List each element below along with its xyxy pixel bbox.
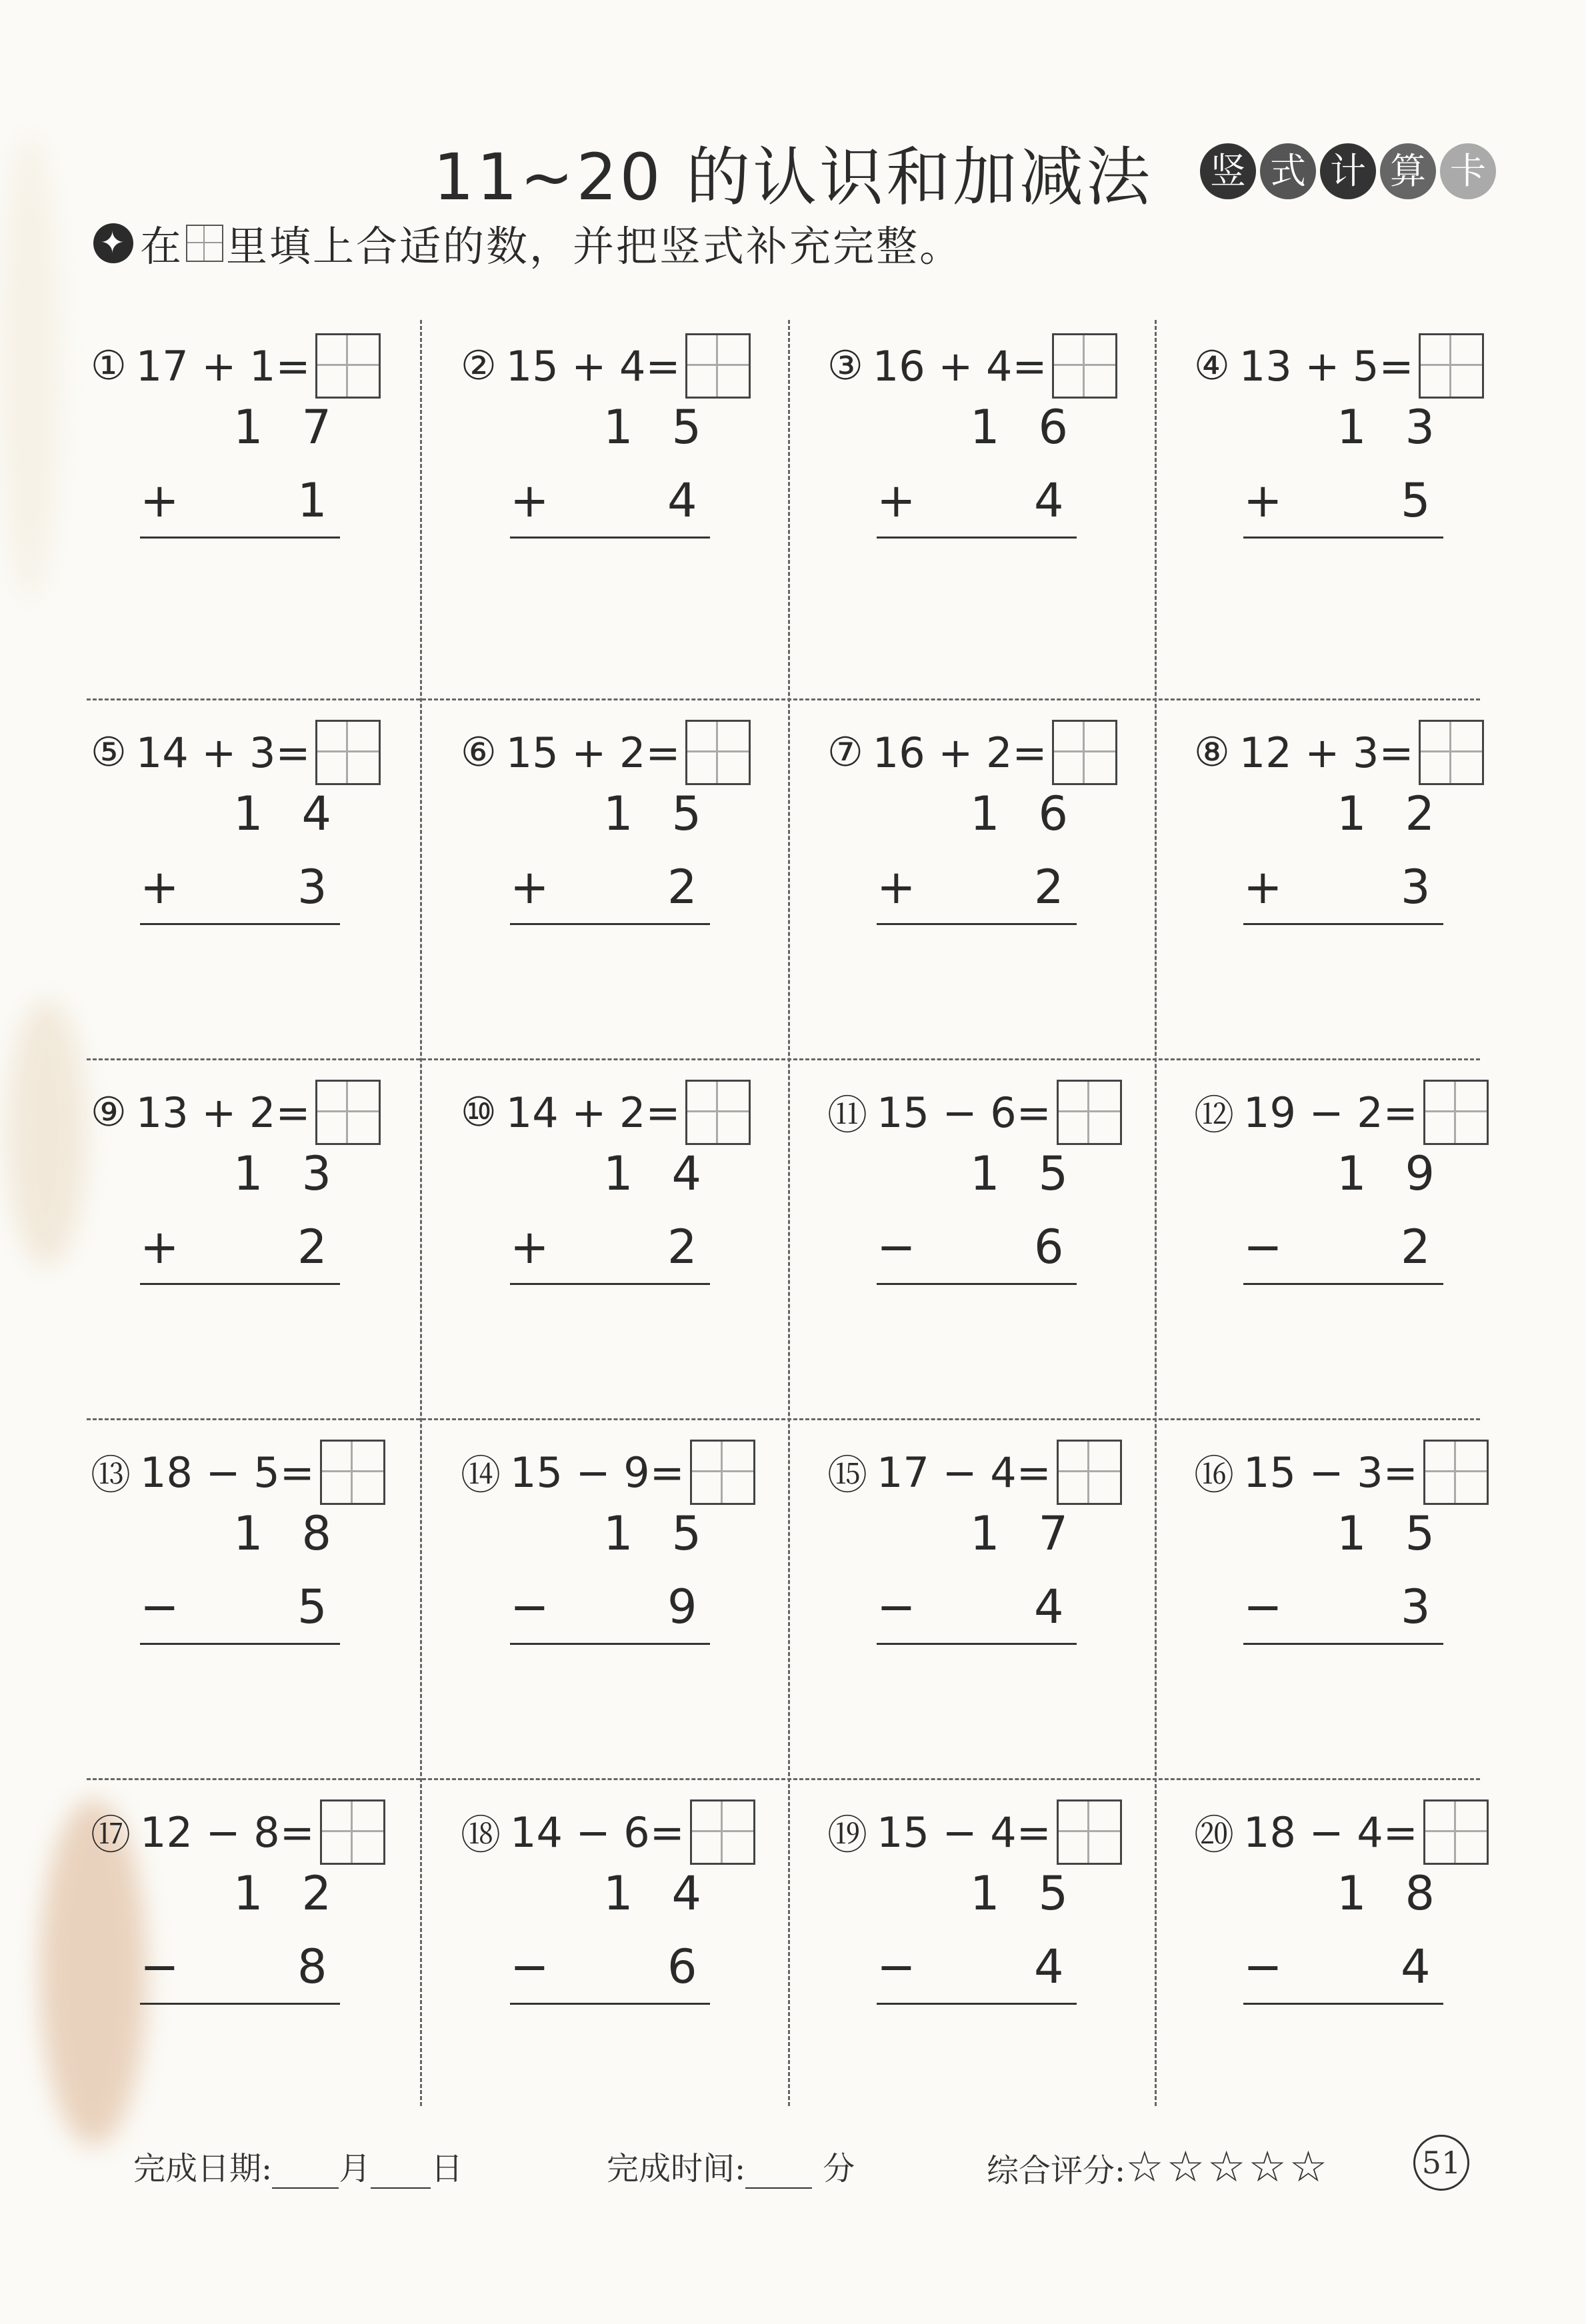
problem-number: ⑳ bbox=[1194, 1812, 1234, 1859]
answer-box[interactable] bbox=[1057, 1080, 1122, 1145]
problem-number: ⑱ bbox=[461, 1812, 501, 1859]
operator: + bbox=[510, 473, 549, 528]
problem-cell bbox=[1190, 1426, 1538, 1783]
tens-digit: 1 bbox=[603, 786, 633, 841]
problem-cell bbox=[87, 1066, 435, 1424]
answer-box[interactable] bbox=[690, 1799, 755, 1865]
ones-digit: 3 bbox=[301, 1146, 332, 1201]
problem-number: ⑫ bbox=[1194, 1092, 1234, 1139]
ones-digit: 8 bbox=[301, 1506, 332, 1561]
badge-char: 式 bbox=[1260, 143, 1316, 199]
answer-box[interactable] bbox=[685, 333, 751, 399]
result-area[interactable] bbox=[1283, 553, 1430, 613]
minute-label: 分 bbox=[823, 2150, 855, 2187]
problem-grid bbox=[87, 320, 1480, 2106]
problem-number: ⑥ bbox=[461, 729, 497, 776]
operator: + bbox=[140, 473, 179, 528]
time-label: 完成时间: bbox=[607, 2150, 746, 2187]
ones-digit: 4 bbox=[671, 1146, 702, 1201]
problem-cell bbox=[823, 1426, 1171, 1783]
equation bbox=[1194, 1440, 1489, 1505]
equation-text: 16 + 2= bbox=[872, 728, 1047, 777]
answer-box[interactable] bbox=[315, 1080, 381, 1145]
equation-text: 13 + 5= bbox=[1239, 341, 1414, 391]
operator: + bbox=[510, 1220, 549, 1274]
result-area[interactable] bbox=[917, 2019, 1063, 2079]
second-operand: 2 bbox=[297, 1220, 327, 1274]
sum-line bbox=[877, 537, 1077, 539]
second-operand: 4 bbox=[1034, 1580, 1064, 1634]
problem-cell bbox=[1190, 1066, 1538, 1424]
answer-box[interactable] bbox=[685, 720, 751, 785]
answer-box[interactable] bbox=[320, 1799, 385, 1865]
sum-line bbox=[877, 923, 1077, 925]
sum-line bbox=[140, 2003, 340, 2005]
problem-number: ① bbox=[91, 343, 127, 389]
problem-cell bbox=[1190, 1786, 1538, 2143]
sum-line bbox=[1243, 1283, 1443, 1285]
operator: − bbox=[140, 1939, 179, 1994]
problem-cell bbox=[457, 706, 805, 1064]
equation-text: 15 − 3= bbox=[1243, 1448, 1418, 1497]
problem-number: ⑭ bbox=[461, 1452, 501, 1499]
badge-char: 竖 bbox=[1200, 143, 1256, 199]
equation bbox=[1194, 720, 1484, 785]
day-blank[interactable] bbox=[371, 2187, 431, 2189]
sum-line bbox=[510, 923, 710, 925]
operator: + bbox=[1243, 473, 1283, 528]
result-area[interactable] bbox=[180, 940, 327, 1000]
problem-cell bbox=[823, 1786, 1171, 2143]
problem-cell bbox=[823, 320, 1171, 677]
operator: − bbox=[877, 1220, 916, 1274]
result-area[interactable] bbox=[1283, 1660, 1430, 1720]
tens-digit: 1 bbox=[603, 1146, 633, 1201]
operator: + bbox=[877, 860, 916, 914]
ones-digit: 5 bbox=[671, 400, 702, 455]
ones-digit: 5 bbox=[1038, 1866, 1069, 1921]
second-operand: 2 bbox=[1034, 860, 1064, 914]
ones-digit: 6 bbox=[1038, 786, 1069, 841]
problem-number: ⑲ bbox=[827, 1812, 867, 1859]
tens-digit: 1 bbox=[970, 400, 1000, 455]
problem-number: ④ bbox=[1194, 343, 1230, 389]
sum-line bbox=[140, 1283, 340, 1285]
problem-number: ⑦ bbox=[827, 729, 863, 776]
paper-stain bbox=[7, 1000, 87, 1266]
completion-date bbox=[133, 2143, 463, 2189]
sum-line bbox=[140, 1643, 340, 1645]
operator: − bbox=[140, 1580, 179, 1634]
instruction bbox=[93, 213, 963, 273]
result-area[interactable] bbox=[1283, 2019, 1430, 2079]
sum-line bbox=[877, 1643, 1077, 1645]
operator: − bbox=[1243, 1939, 1283, 1994]
answer-box[interactable] bbox=[1057, 1440, 1122, 1505]
ones-digit: 4 bbox=[301, 786, 332, 841]
instruction-suffix: 里填上合适的数，并把竖式补充完整。 bbox=[226, 222, 963, 271]
problem-cell bbox=[87, 1426, 435, 1783]
problem-cell bbox=[1190, 320, 1538, 677]
answer-box[interactable] bbox=[1423, 1080, 1489, 1145]
equation bbox=[91, 1080, 381, 1145]
problem-number: ⑨ bbox=[91, 1089, 127, 1136]
answer-box[interactable] bbox=[685, 1080, 751, 1145]
page-title: 11~20 的认识和加减法 bbox=[433, 140, 1153, 215]
tens-digit: 1 bbox=[603, 1866, 633, 1921]
sum-line bbox=[140, 923, 340, 925]
equation bbox=[827, 720, 1117, 785]
tens-digit: 1 bbox=[1337, 1866, 1367, 1921]
page-number: 51 bbox=[1413, 2135, 1469, 2191]
equation-text: 15 + 2= bbox=[505, 728, 681, 777]
badge-char: 卡 bbox=[1440, 143, 1496, 199]
tens-digit: 1 bbox=[233, 1146, 263, 1201]
result-area[interactable] bbox=[917, 940, 1063, 1000]
grid-divider bbox=[87, 698, 1480, 700]
second-operand: 3 bbox=[1401, 1580, 1431, 1634]
result-area[interactable] bbox=[550, 1660, 697, 1720]
problem-number: ⑪ bbox=[827, 1092, 867, 1139]
sum-line bbox=[510, 537, 710, 539]
sum-line bbox=[1243, 923, 1443, 925]
second-operand: 4 bbox=[1401, 1939, 1431, 1994]
equation bbox=[827, 333, 1117, 399]
ones-digit: 9 bbox=[1405, 1146, 1435, 1201]
operator: + bbox=[140, 1220, 179, 1274]
equation-text: 12 − 8= bbox=[140, 1807, 315, 1857]
equation bbox=[461, 720, 751, 785]
equation bbox=[91, 1440, 385, 1505]
equation-text: 15 + 4= bbox=[505, 341, 681, 391]
second-operand: 2 bbox=[667, 860, 697, 914]
month-label: 月 bbox=[339, 2150, 371, 2187]
result-area[interactable] bbox=[1283, 940, 1430, 1000]
tens-digit: 1 bbox=[970, 786, 1000, 841]
ones-digit: 5 bbox=[671, 786, 702, 841]
operator: + bbox=[1243, 860, 1283, 914]
ones-digit: 4 bbox=[671, 1866, 702, 1921]
completion-time bbox=[607, 2143, 855, 2189]
equation-text: 17 − 4= bbox=[877, 1448, 1051, 1497]
badge-vertical-calculation-card bbox=[1200, 143, 1496, 199]
equation-text: 19 − 2= bbox=[1243, 1088, 1418, 1137]
second-operand: 8 bbox=[297, 1939, 327, 1994]
overall-score bbox=[987, 2143, 1330, 2192]
instruction-prefix: 在 bbox=[140, 222, 184, 271]
problem-cell bbox=[823, 706, 1171, 1064]
rating-stars-icon[interactable]: ☆☆☆☆☆ bbox=[1125, 2143, 1331, 2192]
ones-digit: 7 bbox=[301, 400, 332, 455]
tens-digit: 1 bbox=[233, 786, 263, 841]
second-operand: 3 bbox=[297, 860, 327, 914]
problem-cell bbox=[457, 1786, 805, 2143]
tens-digit: 1 bbox=[970, 1866, 1000, 1921]
result-area[interactable] bbox=[550, 2019, 697, 2079]
tens-digit: 1 bbox=[970, 1506, 1000, 1561]
answer-box[interactable] bbox=[320, 1440, 385, 1505]
second-operand: 6 bbox=[1034, 1220, 1064, 1274]
equation bbox=[461, 333, 751, 399]
result-area[interactable] bbox=[180, 553, 327, 613]
equation bbox=[827, 1799, 1122, 1865]
equation bbox=[91, 333, 381, 399]
second-operand: 2 bbox=[667, 1220, 697, 1274]
result-area[interactable] bbox=[917, 1300, 1063, 1360]
problem-cell bbox=[1190, 706, 1538, 1064]
ones-digit: 3 bbox=[1405, 400, 1435, 455]
result-area[interactable] bbox=[180, 1300, 327, 1360]
problem-cell bbox=[457, 1066, 805, 1424]
ones-digit: 5 bbox=[671, 1506, 702, 1561]
result-area[interactable] bbox=[550, 1300, 697, 1360]
equation-text: 14 − 6= bbox=[510, 1807, 685, 1857]
result-area[interactable] bbox=[180, 1660, 327, 1720]
second-operand: 4 bbox=[1034, 1939, 1064, 1994]
problem-number: ⑰ bbox=[91, 1812, 131, 1859]
tens-digit: 1 bbox=[1337, 1506, 1367, 1561]
answer-box[interactable] bbox=[1423, 1799, 1489, 1865]
problem-cell bbox=[457, 1426, 805, 1783]
second-operand: 3 bbox=[1401, 860, 1431, 914]
equation bbox=[91, 720, 381, 785]
day-label: 日 bbox=[431, 2150, 463, 2187]
answer-box[interactable] bbox=[1057, 1799, 1122, 1865]
star-badge-icon: ✦ bbox=[93, 223, 133, 263]
sum-line bbox=[510, 1643, 710, 1645]
sum-line bbox=[510, 1283, 710, 1285]
operator: − bbox=[510, 1939, 549, 1994]
second-operand: 2 bbox=[1401, 1220, 1431, 1274]
equation bbox=[461, 1799, 755, 1865]
second-operand: 6 bbox=[667, 1939, 697, 1994]
answer-box[interactable] bbox=[1423, 1440, 1489, 1505]
sum-line bbox=[877, 2003, 1077, 2005]
answer-box[interactable] bbox=[1419, 720, 1484, 785]
equation bbox=[461, 1080, 751, 1145]
problem-number: ⑩ bbox=[461, 1089, 497, 1136]
equation bbox=[1194, 333, 1484, 399]
score-label: 综合评分: bbox=[987, 2152, 1126, 2189]
box-icon bbox=[186, 225, 223, 262]
problem-cell bbox=[87, 1786, 435, 2143]
operator: − bbox=[510, 1580, 549, 1634]
equation-text: 15 − 6= bbox=[877, 1088, 1051, 1137]
ones-digit: 5 bbox=[1405, 1506, 1435, 1561]
sum-line bbox=[510, 2003, 710, 2005]
sum-line bbox=[140, 537, 340, 539]
equation-text: 13 + 2= bbox=[135, 1088, 311, 1137]
ones-digit: 8 bbox=[1405, 1866, 1435, 1921]
tens-digit: 1 bbox=[1337, 786, 1367, 841]
problem-number: ③ bbox=[827, 343, 863, 389]
tens-digit: 1 bbox=[1337, 400, 1367, 455]
equation-text: 15 − 4= bbox=[877, 1807, 1051, 1857]
equation bbox=[91, 1799, 385, 1865]
ones-digit: 6 bbox=[1038, 400, 1069, 455]
equation-text: 17 + 1= bbox=[135, 341, 311, 391]
second-operand: 5 bbox=[297, 1580, 327, 1634]
equation-text: 14 + 3= bbox=[135, 728, 311, 777]
ones-digit: 5 bbox=[1038, 1146, 1069, 1201]
problem-cell bbox=[823, 1066, 1171, 1424]
problem-number: ⑬ bbox=[91, 1452, 131, 1499]
problem-number: ② bbox=[461, 343, 497, 389]
result-area[interactable] bbox=[550, 940, 697, 1000]
problem-cell bbox=[87, 320, 435, 677]
tens-digit: 1 bbox=[233, 1506, 263, 1561]
equation bbox=[1194, 1080, 1489, 1145]
equation-text: 12 + 3= bbox=[1239, 728, 1414, 777]
result-area[interactable] bbox=[180, 2019, 327, 2079]
sum-line bbox=[877, 1283, 1077, 1285]
minute-blank[interactable] bbox=[745, 2187, 812, 2189]
second-operand: 4 bbox=[1034, 473, 1064, 528]
operator: + bbox=[140, 860, 179, 914]
sum-line bbox=[1243, 2003, 1443, 2005]
sum-line bbox=[1243, 1643, 1443, 1645]
equation bbox=[461, 1440, 755, 1505]
date-label: 完成日期: bbox=[133, 2150, 273, 2187]
result-area[interactable] bbox=[917, 1660, 1063, 1720]
badge-char: 计 bbox=[1320, 143, 1376, 199]
result-area[interactable] bbox=[1283, 1300, 1430, 1360]
badge-char: 算 bbox=[1380, 143, 1436, 199]
tens-digit: 1 bbox=[603, 400, 633, 455]
problem-number: ⑯ bbox=[1194, 1452, 1234, 1499]
ones-digit: 7 bbox=[1038, 1506, 1069, 1561]
tens-digit: 1 bbox=[233, 400, 263, 455]
second-operand: 1 bbox=[297, 473, 327, 528]
second-operand: 5 bbox=[1401, 473, 1431, 528]
problem-number: ⑧ bbox=[1194, 729, 1230, 776]
operator: − bbox=[1243, 1580, 1283, 1634]
problem-number: ⑤ bbox=[91, 729, 127, 776]
operator: + bbox=[877, 473, 916, 528]
ones-digit: 2 bbox=[1405, 786, 1435, 841]
equation-text: 18 − 4= bbox=[1243, 1807, 1418, 1857]
equation-text: 14 + 2= bbox=[505, 1088, 681, 1137]
equation bbox=[1194, 1799, 1489, 1865]
result-area[interactable] bbox=[550, 553, 697, 613]
equation-text: 16 + 4= bbox=[872, 341, 1047, 391]
equation bbox=[827, 1080, 1122, 1145]
result-area[interactable] bbox=[917, 553, 1063, 613]
tens-digit: 1 bbox=[1337, 1146, 1367, 1201]
problem-cell bbox=[457, 320, 805, 677]
tens-digit: 1 bbox=[603, 1506, 633, 1561]
answer-box[interactable] bbox=[1052, 720, 1117, 785]
operator: − bbox=[1243, 1220, 1283, 1274]
sum-line bbox=[1243, 537, 1443, 539]
tens-digit: 1 bbox=[233, 1866, 263, 1921]
operator: + bbox=[510, 860, 549, 914]
problem-cell bbox=[87, 706, 435, 1064]
problem-number: ⑮ bbox=[827, 1452, 867, 1499]
equation-text: 18 − 5= bbox=[140, 1448, 315, 1497]
answer-box[interactable] bbox=[690, 1440, 755, 1505]
equation-text: 15 − 9= bbox=[510, 1448, 685, 1497]
ones-digit: 2 bbox=[301, 1866, 332, 1921]
answer-box[interactable] bbox=[1419, 333, 1484, 399]
operator: − bbox=[877, 1939, 916, 1994]
equation bbox=[827, 1440, 1122, 1505]
month-blank[interactable] bbox=[272, 2187, 339, 2189]
operator: − bbox=[877, 1580, 916, 1634]
second-operand: 9 bbox=[667, 1580, 697, 1634]
second-operand: 4 bbox=[667, 473, 697, 528]
answer-box[interactable] bbox=[315, 333, 381, 399]
tens-digit: 1 bbox=[970, 1146, 1000, 1201]
answer-box[interactable] bbox=[1052, 333, 1117, 399]
answer-box[interactable] bbox=[315, 720, 381, 785]
